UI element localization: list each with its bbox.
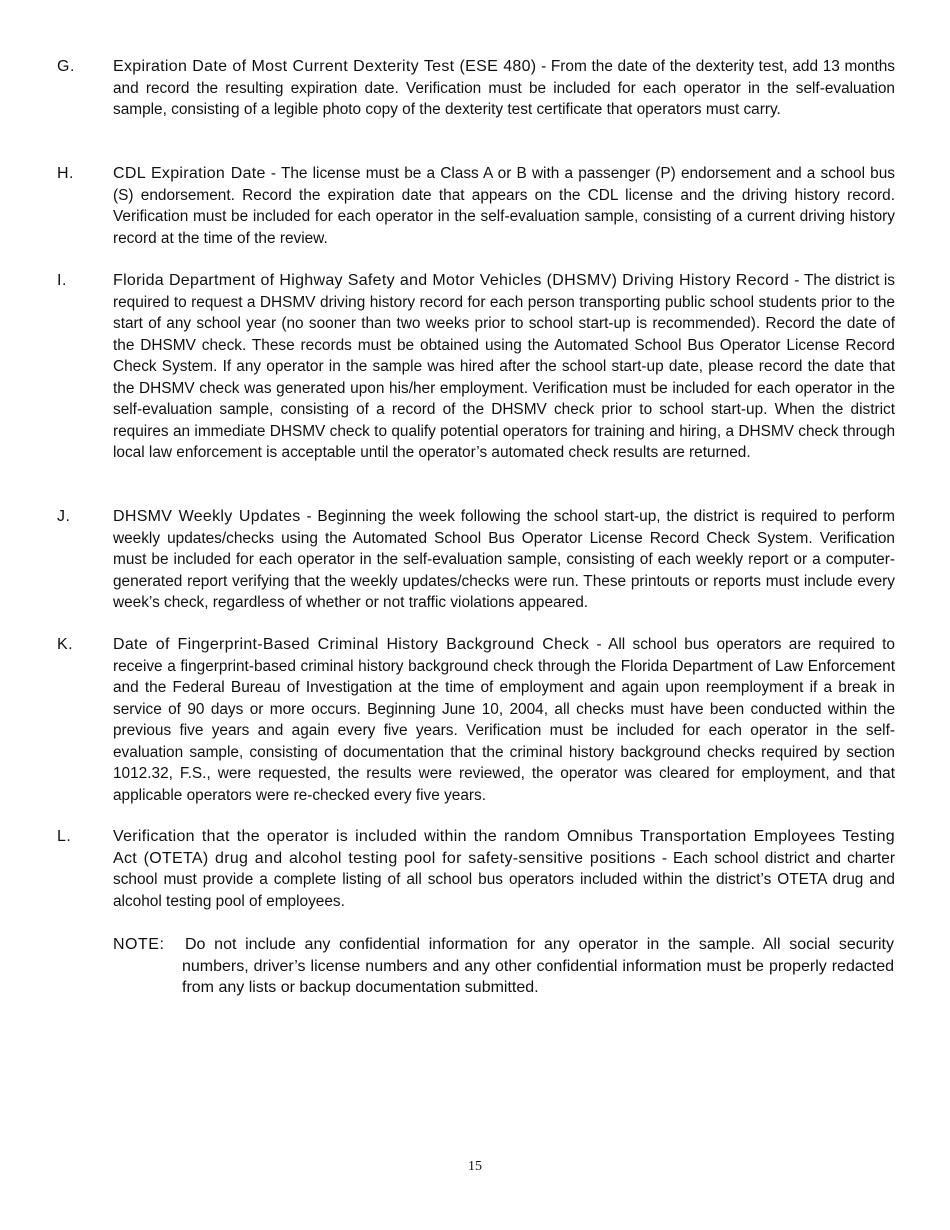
item-heading: Verification that the operator is included within the random Omnibus Transportation Employees Testing Act (OTETA) drug and alcohol testing pool for safety-sensitive positions: [113, 828, 895, 867]
item-letter: H.: [57, 165, 74, 182]
item-text: - The license must be a Class A or B with a passenger (P) endorsement and a school bus (S) endorsement. Record the expiration date that appears on the CDL license and the driving history record. Verification must be included for each operator in the self-evaluation sample, consisting of a current driving history record at the time of the review.: [113, 165, 895, 247]
item-g: [57, 56, 895, 121]
item-k: [57, 634, 895, 806]
note-text: Do not include any confidential information for any operator in the sample. All social security numbers, driver’s license numbers and any other confidential information must be properly redacted from any lists or backup documentation submitted.: [182, 936, 894, 996]
item-letter: I.: [57, 272, 67, 289]
item-l: [57, 826, 895, 912]
item-heading: Date of Fingerprint-Based Criminal History Background Check: [113, 636, 590, 653]
item-body: [113, 634, 895, 806]
item-heading: CDL Expiration Date: [113, 165, 266, 182]
item-heading: Florida Department of Highway Safety and Motor Vehicles (DHSMV) Driving History Record -: [113, 272, 800, 289]
item-body: [113, 270, 895, 464]
page-number: 15: [468, 1159, 482, 1174]
item-heading: DHSMV Weekly Updates: [113, 508, 301, 525]
item-text: - From the date of the dexterity test, add 13 months and record the resulting expiration date. Verification must be included for each operator in the self-evaluation sample, consisting of a legible photo copy of the dexterity test certificate that operators must carry.: [113, 58, 895, 118]
item-body: [113, 56, 895, 121]
note-label: NOTE:: [113, 936, 165, 953]
item-text: - Each school district and charter school must provide a complete listing of all school bus operators included within the district’s OTETA drug and alcohol testing pool of employees.: [113, 849, 895, 910]
item-letter: J.: [57, 508, 71, 525]
item-i: [57, 270, 895, 464]
item-body: [113, 506, 895, 614]
item-text: - Beginning the week following the school start-up, the district is required to perform weekly updates/checks using the Automated School Bus Operator License Record Check System. Verification must be included for each operator in the self-evaluation sample, consisting of each weekly report or a computer-generated report verifying that the weekly updates/checks were run. These printouts or reports must include every week’s check, regardless of whether or not traffic violations appeared.: [113, 508, 895, 611]
note-block: [113, 934, 894, 999]
item-heading: Expiration Date of Most Current Dexterity Test (ESE 480): [113, 58, 537, 75]
item-letter: K.: [57, 636, 74, 653]
item-h: [57, 163, 895, 249]
item-body: [113, 163, 895, 249]
item-letter: G.: [57, 58, 75, 75]
item-body: [113, 826, 895, 912]
item-letter: L.: [57, 828, 72, 845]
item-j: [57, 506, 895, 614]
item-text: The district is required to request a DHSMV driving history record for each person transporting public school students prior to the start of any school year (no sooner than two weeks prior to school start-up is recommended). Record the date of the DHSMV check. These records must be obtained using the Automated School Bus Operator License Record Check System. If any operator in the sample was hired after the school start-up date, please record the date that the DHSMV check was generated upon his/her employment. Verification must be included for each operator in the self-evaluation sample, consisting of a record of the DHSMV check prior to school start-up. When the district requires an immediate DHSMV check to qualify potential operators for training and hiring, a DHSMV check through local law enforcement is acceptable until the operator’s automated check results are returned.: [113, 272, 895, 461]
item-text: - All school bus operators are required to receive a fingerprint-based criminal history background check through the Florida Department of Law Enforcement and the Federal Bureau of Investigation at the time of employment and again upon reemployment if a break in service of 90 days or more occurs. Beginning June 10, 2004, all checks must have been conducted within the previous five years and again every five years. Verification must be included for each operator in the self-evaluation sample, consisting of documentation that the criminal history background checks required by section 1012.32, F.S., were requested, the results were reviewed, the operator was cleared for employment, and that applicable operators were re-checked every five years.: [113, 636, 895, 804]
